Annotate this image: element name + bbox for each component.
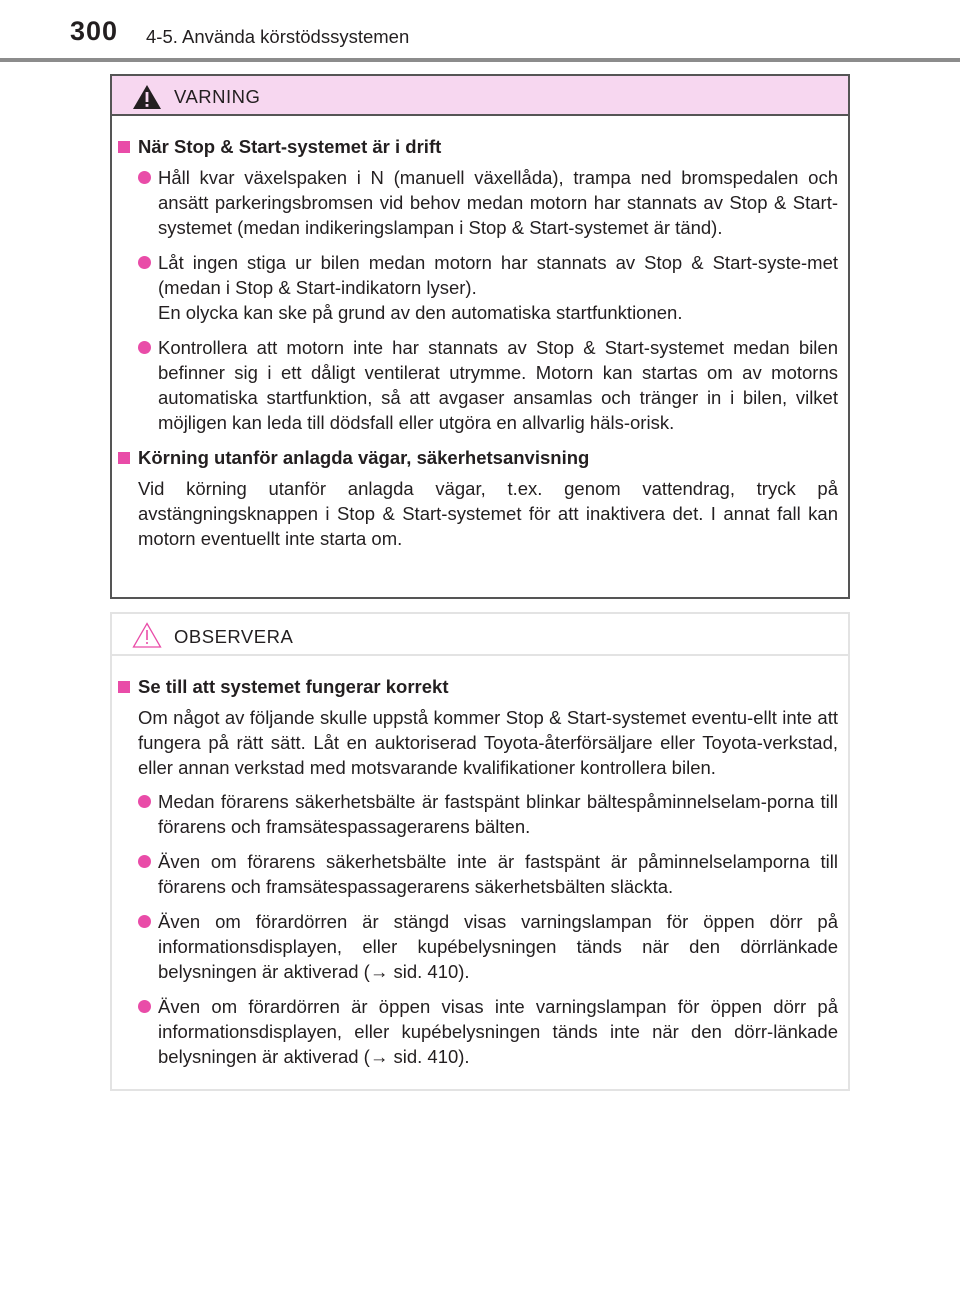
- warning-triangle-icon: [132, 84, 162, 110]
- bullet-text: Låt ingen stiga ur bilen medan motorn har stannats av Stop & Start-syste-met (medan i Stop & Start-indikatorn lyser).: [158, 252, 838, 298]
- paragraph: Om något av följande skulle uppstå kommer Stop & Start-systemet eventu-ellt inte att fungera på rätt sätt. Låt en auktoriserad Toyota-återförsäljare eller Toyota-verkstad, eller annan verkstad med motsvarande kvalifikationer kontrollera bilen.: [138, 707, 838, 778]
- header-rule: [0, 58, 960, 62]
- square-bullet-icon: [118, 141, 130, 153]
- list-item: [118, 165, 838, 240]
- warning-box: [110, 74, 850, 599]
- square-bullet-icon: [118, 452, 130, 464]
- caution-triangle-icon: [132, 622, 162, 648]
- warning-label: VARNING: [174, 86, 261, 107]
- section-heading-text: Körning utanför anlagda vägar, säkerhetsanvisning: [138, 447, 590, 468]
- round-bullet-icon: [138, 795, 151, 808]
- bullet-text: Även om förarens säkerhetsbälte inte är fastspänt är påminnelselamporna till förarens och framsätespassagerarens säkerhetsbälten släckta.: [158, 851, 838, 897]
- notice-label: OBSERVERA: [174, 626, 294, 647]
- paragraph: Vid körning utanför anlagda vägar, t.ex. genom vattendrag, tryck på avstängningsknappen i Stop & Start-systemet för att inaktivera det. I annat fall kan motorn eventuellt inte starta om.: [138, 478, 838, 549]
- section-title: 4-5. Använda körstödssystemen: [146, 26, 410, 47]
- square-bullet-icon: [118, 681, 130, 693]
- bullet-text-extra: En olycka kan ske på grund av den automatiska startfunktionen.: [158, 302, 683, 323]
- list-item: [118, 335, 838, 435]
- bullet-text: Kontrollera att motorn inte har stannats av Stop & Start-systemet medan bilen befinner sig i ett dåligt ventilerat utrymme. Motorn kan startas om av motorns automatiska startfunktion, så att avgaser ansamlas och tränger in i bilen, vilket möjligen kan leda till dödsfall eller utgöra en allvarlig häls-orisk.: [158, 337, 838, 433]
- bullet-text: Medan förarens säkerhetsbälte är fastspänt blinkar bältespåminnelselam-porna till förarens och framsätespassagerarens bälten.: [158, 791, 838, 837]
- round-bullet-icon: [138, 915, 151, 928]
- warning-section-title: [118, 445, 838, 470]
- round-bullet-icon: [138, 855, 151, 868]
- list-item: [118, 849, 838, 899]
- page-number: 300: [70, 16, 119, 46]
- section-heading-text: Se till att systemet fungerar korrekt: [138, 676, 449, 697]
- round-bullet-icon: [138, 1000, 151, 1013]
- bullet-text: Håll kvar växelspaken i N (manuell växellåda), trampa ned bromspedalen och ansätt parkeringsbromsen vid behov medan motorn har stannats av Stop & Start-systemet (medan indikeringslampan i Stop & Start-systemet är tänd).: [158, 167, 838, 238]
- list-item: [118, 789, 838, 839]
- notice-section-title: [118, 674, 838, 699]
- bullet-text: Även om förardörren är öppen visas inte varningslampan för öppen dörr på informationsdisplayen, eller kupébelysningen tänds inte när den dörr-länkade belysningen är aktiverad (→ sid. 410).: [158, 996, 838, 1067]
- notice-header: [112, 614, 848, 656]
- warning-header: [112, 76, 848, 116]
- section-heading-text: När Stop & Start-systemet är i drift: [138, 136, 442, 157]
- warning-content: [112, 116, 848, 551]
- notice-box: [110, 612, 850, 1091]
- list-item: [118, 909, 838, 984]
- round-bullet-icon: [138, 171, 151, 184]
- list-item: [118, 250, 838, 325]
- list-item: [118, 994, 838, 1069]
- round-bullet-icon: [138, 256, 151, 269]
- notice-content: [112, 656, 848, 1069]
- bullet-text: Även om förardörren är stängd visas varningslampan för öppen dörr på informationsdisplayen, eller kupébelysningen tänds när den dörrlänkade belysningen är aktiverad (→ sid. 410).: [158, 911, 838, 982]
- round-bullet-icon: [138, 341, 151, 354]
- warning-section-title: [118, 134, 838, 159]
